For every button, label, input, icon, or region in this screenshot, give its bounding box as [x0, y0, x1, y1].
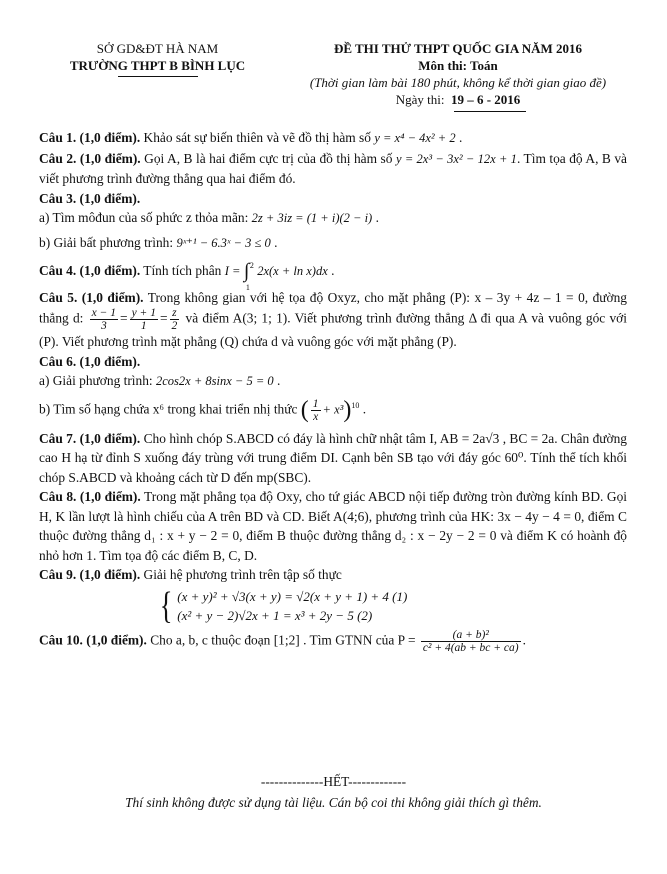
exam-title: ĐỀ THI THỬ THPT QUỐC GIA NĂM 2016: [333, 41, 583, 56]
q10-tail: .: [522, 632, 526, 648]
q7-label: Câu 7. (1,0 điểm).: [39, 430, 141, 446]
question-10: [39, 629, 627, 654]
q3a-text: a) Tìm môđun của số phức z thỏa mãn:: [39, 210, 249, 225]
school-header: [40, 40, 275, 77]
question-8: [39, 487, 627, 565]
q10-den: c² + 4(ab + bc + ca): [422, 641, 519, 654]
q6b-exponent: 10: [351, 400, 360, 410]
q8-text: Trong mặt phẳng tọa độ Oxy, cho tứ giác ABCD nội tiếp đường tròn đường kính BD. Gọi H, K lần lượt là hình chiếu của A trên BD và CD. Biết A(4;6), phương trình của HK: 3x − 4y − 4 = 0, điểm C thuộc đường thẳng d₁ : x + y − 2 = 0, điểm B thuộc đường thẳng d₂ : x − 2y − 2 = 0 và điểm K có hoành độ nhỏ hơn 1. Tìm tọa độ các điểm B, C, D.: [39, 489, 627, 563]
q6b-num: 1: [312, 397, 319, 410]
q5-frac-z-den: 2: [171, 320, 178, 333]
q6a-tail: .: [277, 373, 281, 389]
school-name: TRƯỜNG THPT B BÌNH LỤC: [69, 58, 246, 73]
q4-text: Tính tích phân: [143, 263, 222, 278]
q9-eq2: (x² + y − 2)√2x + 1 = x³ + 2y − 5 (2): [177, 607, 373, 623]
q5-frac-y-den: 1: [140, 320, 147, 333]
question-2: [39, 149, 627, 189]
q4-formula: 2x(x + ln x)dx: [257, 264, 328, 278]
q1-label: Câu 1. (1,0 điểm).: [39, 130, 141, 145]
exam-date: [278, 91, 638, 108]
q2-text-a: Gọi A, B là hai điểm cực trị của đồ thị hàm số: [144, 150, 393, 166]
q4-upper: 2: [249, 261, 254, 271]
school-underline: [118, 76, 198, 77]
question-3b: [39, 233, 627, 254]
q9-label: Câu 9. (1,0 điểm).: [39, 567, 141, 583]
footer-note: Thí sinh không được sử dụng tài liệu. Cán bộ coi thi không giải thích gì thêm.: [125, 795, 542, 810]
q1-text: Khảo sát sự biến thiên và vẽ đồ thị hàm số: [143, 130, 371, 145]
q9-eq1: (x + y)² + √3(x + y) = √2(x + y + 1) + 4 (1): [177, 588, 408, 604]
q6b-text: b) Tìm số hạng chứa x⁶ trong khai triển nhị thức: [39, 401, 298, 417]
q10-lhs: P =: [397, 632, 416, 648]
q5-text-b: và điểm A(3; 1; 1). Viết phương trình đường thẳng Δ đi qua A và vuông góc với (P). Viết phương trình mặt phẳng (Q) chứa d và vuông góc với mặt phẳng (P).: [39, 310, 627, 350]
q3b-text: b) Giải bất phương trình:: [39, 234, 174, 250]
question-7: [39, 429, 627, 488]
q7-text: Cho hình chóp S.ABCD có đáy là hình chữ nhật tâm I, AB = 2a√3 , BC = 2a. Chân đường cao H hạ từ đỉnh S xuống đáy trùng với trung điểm DI. Cạnh bên SB tạo với đáy góc 60⁰. Tính thể tích khối chóp S.ABCD và khoảng cách từ D đến mp(SBC).: [39, 430, 627, 485]
system-brace: {: [159, 584, 173, 627]
q2-formula: y = 2x³ − 3x² − 12x + 1: [395, 151, 517, 166]
exam-header: [278, 40, 638, 112]
q10-num: (a + b)²: [421, 629, 521, 642]
exam-questions: [39, 128, 627, 654]
department-name: SỞ GD&ĐT HÀ NAM: [96, 41, 219, 56]
q10-frac: [421, 629, 521, 654]
question-3: [39, 189, 627, 209]
q6-label: Câu 6. (1,0 điểm).: [39, 353, 141, 369]
q2-label: Câu 2. (1,0 điểm).: [39, 150, 141, 166]
q4-lhs: I =: [224, 264, 241, 278]
q2-text-b: . Tìm tọa độ A, B và viết phương trình đường thẳng qua hai điểm đó.: [39, 150, 627, 186]
integral-sign: ∫ 2 1: [244, 262, 254, 282]
q5-frac-z-num: z: [170, 307, 180, 320]
q5-text-a: Trong không gian với hệ tọa độ Oxyz, cho mặt phẳng (P): x – 3y + 4z – 1 = 0, đường thẳng d:: [39, 289, 627, 326]
q4-tail: .: [331, 263, 335, 278]
duration-line: (Thời gian làm bài 180 phút, không kể thời gian giao đề): [309, 75, 607, 90]
q6b-tail: .: [362, 401, 367, 417]
q1-formula: y = x⁴ − 4x² + 2: [374, 131, 456, 145]
q3a-tail: .: [375, 210, 379, 225]
question-6a: [39, 371, 627, 392]
q5-frac-y: [130, 307, 158, 332]
q3a-formula: 2z + 3iz = (1 + i)(2 − i): [251, 211, 373, 225]
q4-label: Câu 4. (1,0 điểm).: [39, 263, 141, 278]
q3b-formula: 9ˣ⁺¹ − 6.3ˣ − 3 ≤ 0: [176, 235, 271, 250]
end-marker: --------------HẾT-------------: [260, 774, 407, 789]
q5-label: Câu 5. (1,0 điểm).: [39, 289, 144, 305]
question-9: [39, 565, 627, 585]
q6a-text: a) Giải phương trình:: [39, 373, 153, 389]
q10-label: Câu 10. (1,0 điểm).: [39, 632, 147, 648]
q3-label: Câu 3. (1,0 điểm).: [39, 190, 141, 206]
q8-label: Câu 8. (1,0 điểm).: [39, 489, 141, 505]
date-underline: [454, 111, 526, 112]
q5-frac-x: [90, 307, 118, 332]
equation-system: [157, 584, 627, 627]
date-value: 19 – 6 - 2016: [450, 92, 521, 107]
q6a-formula: 2cos2x + 8sinx − 5 = 0: [156, 374, 274, 389]
date-label: Ngày thi:: [395, 92, 445, 107]
question-3a: [39, 208, 627, 229]
q3b-tail: .: [274, 234, 278, 250]
q5-frac-x-den: 3: [100, 320, 107, 333]
q5-frac-z: [170, 307, 180, 332]
q1-tail: .: [458, 130, 463, 145]
q6b-den: x: [313, 410, 319, 423]
q5-frac-y-num: y + 1: [131, 307, 156, 320]
subject-line: Môn thi: Toán: [418, 58, 498, 73]
question-1: [39, 128, 627, 149]
q4-lower: 1: [245, 283, 250, 293]
question-5: Câu 5. (1,0 điểm). Trong không gian với hệ tọa độ Oxyz, cho mặt phẳng (P): x – 3y + 4z – 1 = 0, đường thẳng d: $\frac{x - 1}{3}$ = $\frac{y + 1}{1}$ = $\frac{z}{2}$ và điểm A(3; 1; 1). Viết phương trình đường thẳng Δ đi qua A và vuông góc với (P). Viết phương trình mặt phẳng (Q) chứa d và vuông góc với mặt phẳng (P).: [39, 289, 627, 350]
question-6b: b) Tìm số hạng chứa x⁶ trong khai triển nhị thức ( $\frac{1}{x}$ + x³)$^{10}$ .: [39, 396, 367, 423]
q10-text: Cho a, b, c thuộc đoạn [1;2] . Tìm GTNN của: [150, 632, 395, 648]
q6b-rest: + x³: [322, 402, 344, 417]
q9-text: Giải hệ phương trình trên tập số thực: [143, 567, 342, 583]
q5-frac-x-num: x − 1: [91, 307, 117, 320]
question-4: [39, 260, 627, 293]
question-6: [39, 352, 627, 372]
q6b-frac: [311, 398, 321, 423]
